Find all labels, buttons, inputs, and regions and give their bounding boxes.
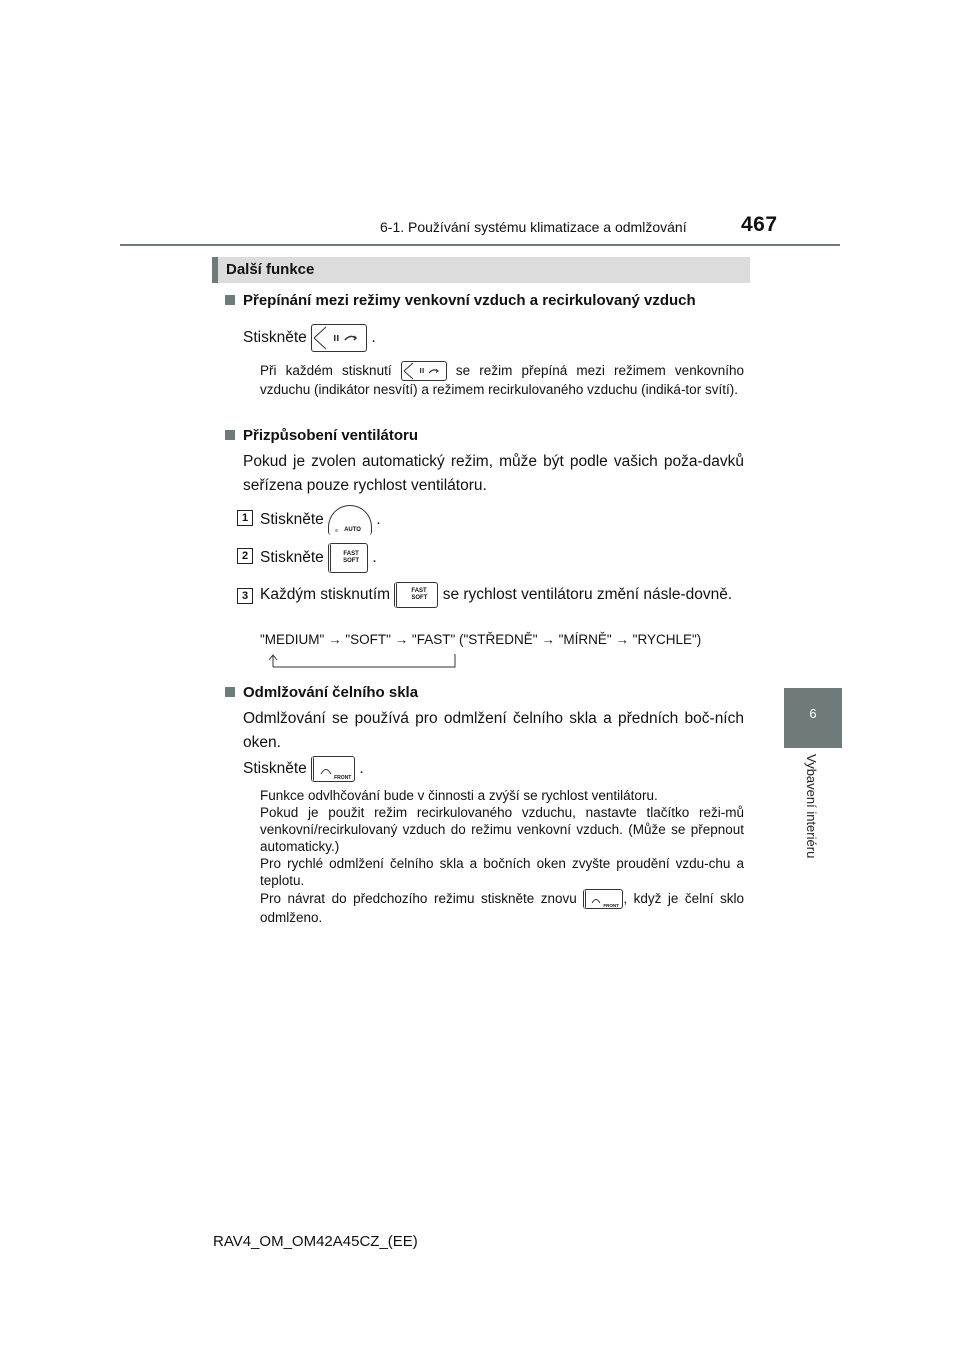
step-suffix: . xyxy=(376,511,381,529)
chapter-number: 6 xyxy=(809,706,817,721)
item-title-fan xyxy=(225,427,418,444)
chapter-title: Vybavení interiéru xyxy=(804,754,819,859)
instruction-prefix: Stiskněte xyxy=(243,329,307,347)
windshield-icon xyxy=(591,896,601,904)
note-part2: se režim přepíná mezi režimem venkovního vzduchu (indikátor nesvítí) a režimem recirkulovaného vzduchu (indiká-tor svítí). xyxy=(260,363,744,397)
step-prefix: Stiskněte xyxy=(260,549,324,567)
item-title-air-mode xyxy=(225,292,696,309)
fast-label: FAST xyxy=(343,551,359,557)
item-title-text: Přepínání mezi režimy venkovní vzduch a recirkulovaný vzduch xyxy=(243,292,696,309)
defog-note-4 xyxy=(260,889,744,926)
item-title-text: Přizpůsobení ventilátoru xyxy=(243,427,419,444)
front-defogger-button-icon-small xyxy=(583,889,623,909)
soft-label: SOFT xyxy=(343,558,360,564)
step-suffix: se rychlost ventilátoru změní násle-dovně. xyxy=(442,586,733,604)
soft-label: SOFT xyxy=(411,595,428,601)
step-number: 3 xyxy=(237,588,253,604)
page-number: 467 xyxy=(741,213,778,236)
defog-note-2: Pokud je použit režim recirkulovaného vzduchu, nastavte tlačítko reži-mů venkovní/recirkulovaný vzduch do režimu venkovní vzduch. (Může se přepnout automaticky.) xyxy=(260,805,744,854)
running-header-title: 6-1. Používání systému klimatizace a odmlžování xyxy=(380,219,687,235)
windshield-icon xyxy=(320,765,332,775)
step-number-2 xyxy=(237,546,253,564)
recirculation-icon xyxy=(312,325,366,351)
air-recirculation-button-icon-small xyxy=(401,361,447,381)
section-heading: Další funkce xyxy=(212,257,750,283)
front-label: FRONT xyxy=(603,903,619,908)
defog-note-1: Funkce odvlhčování bude v činnosti a zvýší se rychlost ventilátoru. xyxy=(260,788,658,803)
step-prefix: Každým stisknutím xyxy=(260,586,391,604)
item-title-defog xyxy=(225,684,418,701)
fast-soft-label xyxy=(411,588,427,602)
fan-intro: Pokud je zvolen automatický režim, může být podle vašich poža-davků seřízena pouze rychlost ventilátoru. xyxy=(243,453,744,494)
step-number-1 xyxy=(237,508,253,526)
note-part1: Při každém stisknutí xyxy=(260,363,392,378)
fast-soft-button-icon xyxy=(394,582,438,608)
note-air-mode xyxy=(260,361,744,398)
front-defogger-button-icon xyxy=(311,756,355,782)
step-prefix: Stiskněte xyxy=(260,511,324,529)
note-part1: Pro návrat do předchozího režimu stiskněte znovu xyxy=(260,891,577,906)
note-part2: , když je čelní sklo odmlženo. xyxy=(260,891,744,925)
auto-button-icon xyxy=(328,505,372,535)
step-number: 2 xyxy=(237,548,253,564)
bullet-square-icon xyxy=(225,295,235,305)
chapter-title-vertical xyxy=(785,754,841,874)
defog-notes xyxy=(260,787,744,926)
step-3 xyxy=(260,582,744,608)
step-number-3 xyxy=(237,586,253,604)
instruction-air-mode xyxy=(243,324,376,352)
item-title-text: Odmlžování čelního skla xyxy=(243,684,419,701)
fast-soft-button-icon xyxy=(328,543,368,573)
instruction-prefix: Stiskněte xyxy=(243,760,307,778)
step-1 xyxy=(260,505,381,535)
step-2 xyxy=(260,543,377,573)
auto-button-label: AUTO xyxy=(344,527,361,533)
auto-lines-icon: ≡ xyxy=(335,528,338,534)
header-rule xyxy=(120,244,840,246)
instruction-suffix: . xyxy=(371,329,376,347)
step-suffix: . xyxy=(372,549,377,567)
defog-note-3: Pro rychlé odmlžení čelního skla a bočních oken zvyšte proudění vzdu-chu a teplotu. xyxy=(260,856,744,888)
instruction-defog xyxy=(243,756,364,782)
instruction-suffix: . xyxy=(359,760,364,778)
fast-soft-label xyxy=(343,551,359,565)
chapter-tab xyxy=(784,688,842,748)
front-label: FRONT xyxy=(334,775,352,781)
fast-label: FAST xyxy=(411,588,427,594)
document-code: RAV4_OM_OM42A45CZ_(EE) xyxy=(213,1233,418,1250)
air-recirculation-button-icon xyxy=(311,324,367,352)
step-number: 1 xyxy=(237,510,253,526)
bullet-square-icon xyxy=(225,687,235,697)
bullet-square-icon xyxy=(225,430,235,440)
cycle-return-arrow-icon xyxy=(262,652,462,670)
recirculation-icon xyxy=(402,362,446,380)
defog-intro: Odmlžování se používá pro odmlžení čelního skla a předních boč-ních oken. xyxy=(243,710,744,751)
fan-speed-sequence: "MEDIUM" → "SOFT" → "FAST" ("STŘEDNĚ" → "MÍRNĚ" → "RYCHLE") xyxy=(260,632,702,647)
